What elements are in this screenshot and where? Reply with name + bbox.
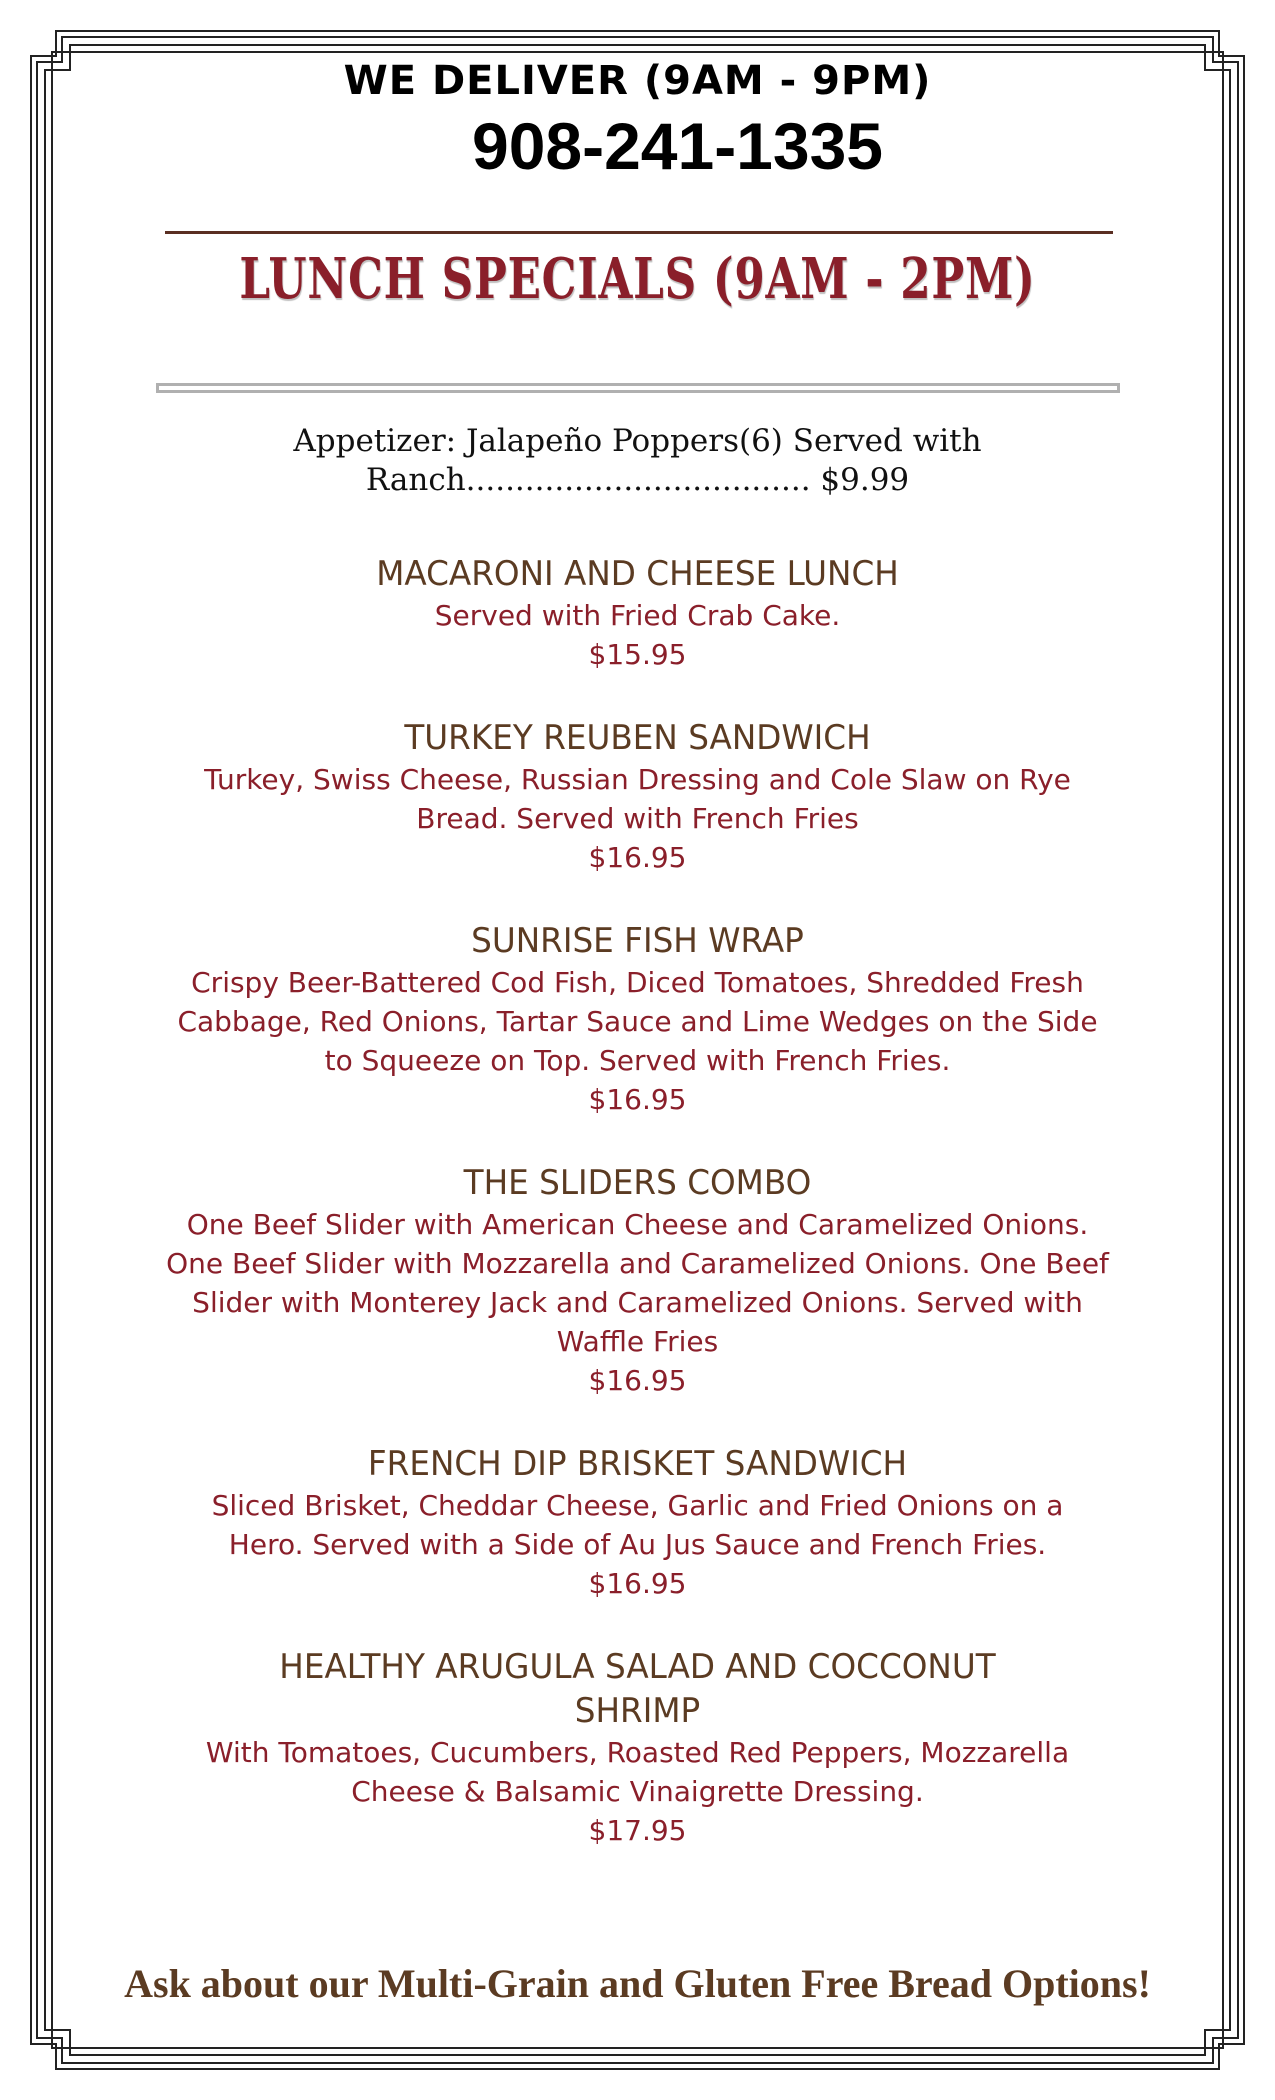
menu-item — [150, 1442, 1125, 1603]
menu-item-price: $16.95 — [588, 1083, 687, 1116]
menu-item-description: Served with Fried Crab Cake. — [434, 599, 841, 632]
menu-item — [150, 919, 1125, 1119]
menu-item-name: THE SLIDERS COMBO — [463, 1163, 812, 1203]
double-divider — [156, 383, 1120, 393]
menu-item-description: One Beef Slider with American Cheese and Caramelized Onions. One Beef Slider with Mozzarella and Caramelized Onions. One Beef Slider with Monterey Jack and Caramelized Onions. Served with Waffle Fries — [166, 1208, 1109, 1358]
menu-item-name: SUNRISE FISH WRAP — [471, 921, 804, 961]
menu-item-name: HEALTHY ARUGULA SALAD AND COCCONUT SHRIMP — [279, 1647, 996, 1731]
menu-item-price: $15.95 — [588, 638, 687, 671]
menu-item-description: Turkey, Swiss Cheese, Russian Dressing and Cole Slaw on Rye Bread. Served with French Fries — [204, 763, 1071, 835]
menu-item — [150, 1161, 1125, 1400]
menu-item — [150, 1645, 1125, 1850]
appetizer-text-1: Appetizer: Jalapeño Poppers(6) Served with — [293, 423, 982, 459]
menu-item-description: Crispy Beer-Battered Cod Fish, Diced Tomatoes, Shredded Fresh Cabbage, Red Onions, Tartar Sauce and Lime Wedges on the Side to Squeeze on Top. Served with French Fries. — [177, 966, 1098, 1077]
menu-item — [150, 552, 1125, 674]
menu-item-name: MACARONI AND CHEESE LUNCH — [376, 554, 899, 594]
menu-item — [150, 716, 1125, 877]
delivery-hours-heading: WE DELIVER (9AM - 9PM) — [343, 58, 932, 104]
menu-item-name: FRENCH DIP BRISKET SANDWICH — [367, 1444, 908, 1484]
bread-options-note: Ask about our Multi-Grain and Gluten Free Bread Options! — [124, 1961, 1151, 2006]
menu-item-price: $16.95 — [588, 841, 687, 874]
menu-item-price: $16.95 — [588, 1364, 687, 1397]
menu-item-name: TURKEY REUBEN SANDWICH — [404, 718, 871, 758]
menu-item-price: $16.95 — [588, 1567, 687, 1600]
divider-line — [165, 231, 1113, 234]
appetizer-line — [200, 422, 1075, 500]
menu-item-price: $17.95 — [588, 1814, 687, 1847]
lunch-specials-title: LUNCH SPECIALS (9AM - 2PM) — [239, 246, 1036, 312]
appetizer-text-2: Ranch................................... $9.99 — [365, 462, 910, 498]
menu-item-description: Sliced Brisket, Cheddar Cheese, Garlic and Fried Onions on a Hero. Served with a Side of Au Jus Sauce and French Fries. — [211, 1489, 1064, 1561]
menu-item-description: With Tomatoes, Cucumbers, Roasted Red Peppers, Mozzarella Cheese & Balsamic Vinaigrette Dressing. — [205, 1736, 1070, 1808]
menu-list — [150, 552, 1125, 1850]
phone-number: 908-241-1335 — [471, 109, 884, 183]
